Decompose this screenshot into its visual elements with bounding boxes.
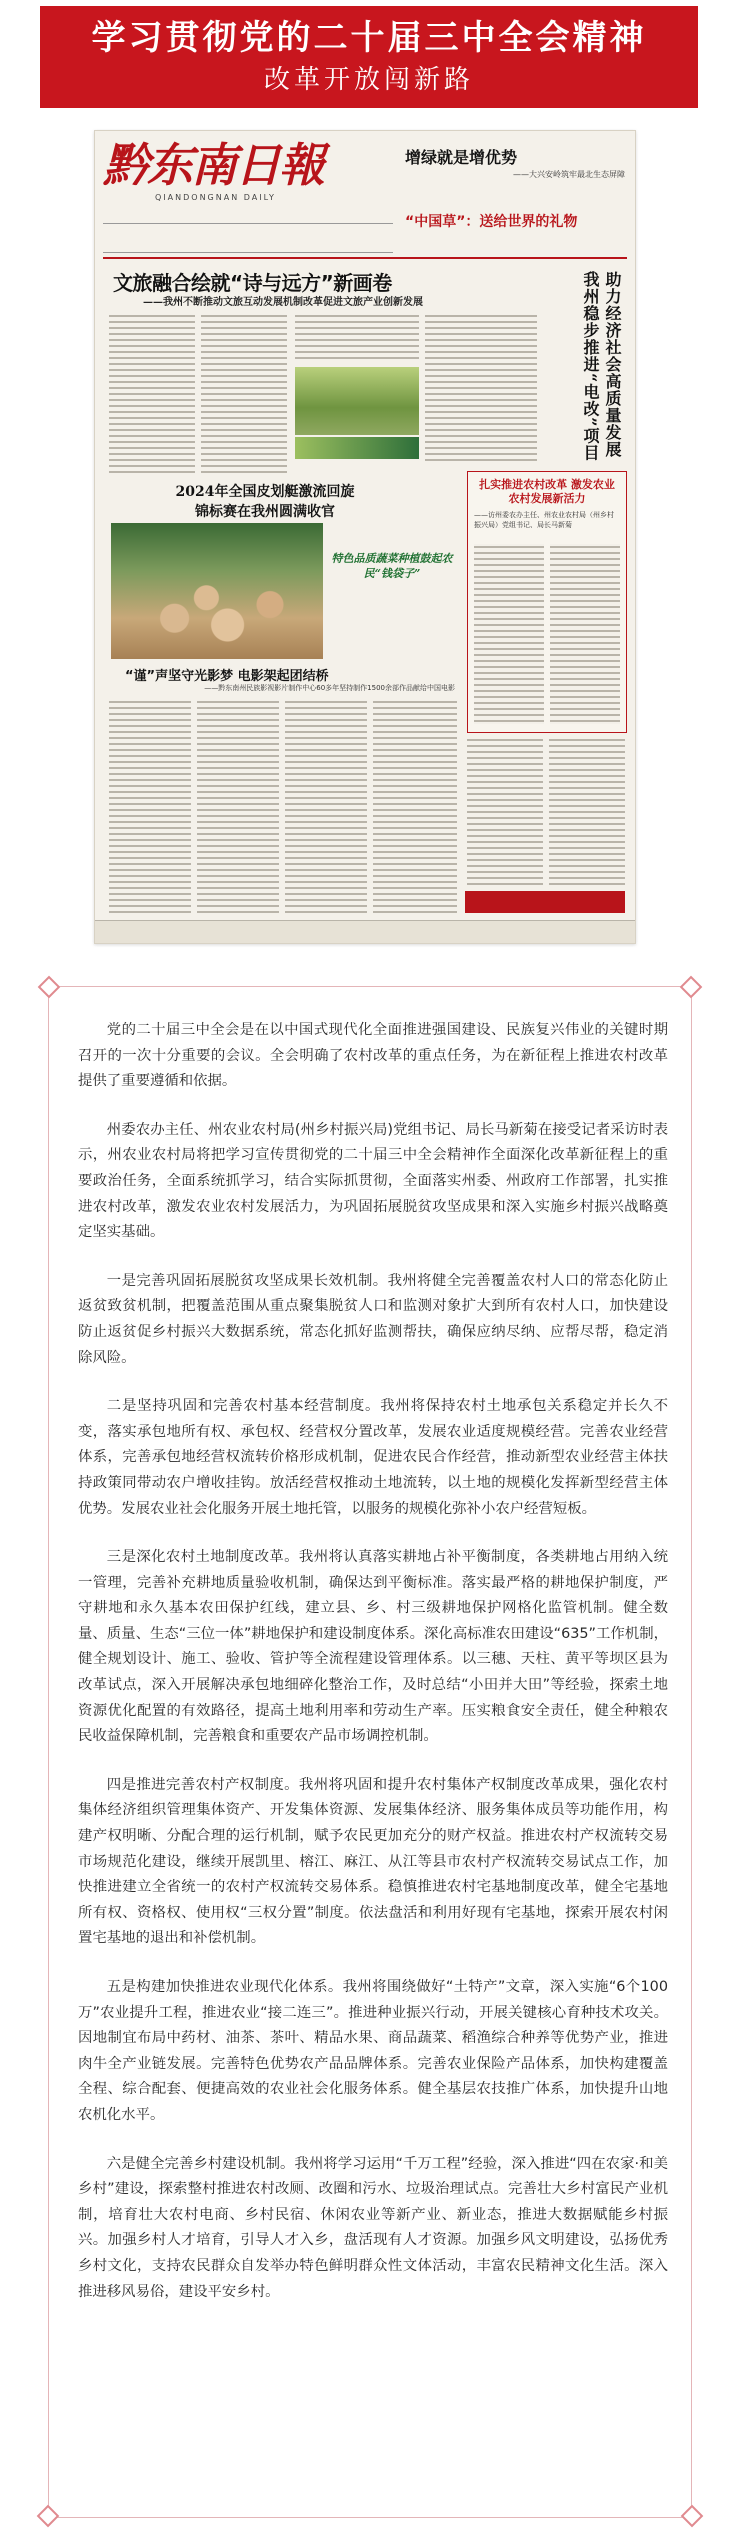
film-headline-subtitle: ——黔东南州民族影视影片制作中心60多年坚持制作1500余部作品献给中国电影 xyxy=(204,684,455,692)
text-column xyxy=(109,313,195,473)
article-paragraph: 三是深化农村土地制度改革。我州将认真落实耕地占补平衡制度，各类耕地占用纳入统一管理，完善补充耕地质量验收机制，确保达到平衡标准。落实最严格的耕地保护制度，严守耕地和永久基本农田保护红线，建立县、乡、村三级耕地保护网格化监管机制。健全数量、质量、生态“三位一体”耕地保护和建设制度体系。深化高标准农田建设“635”工作机制，健全规划设计、施工、验收、管护等全流程建设管理体系。以三穗、天柱、黄平等坝区县为改革试点，深入开展解决承包地细碎化整治工作，及时总结“小田并大田”等经验，探索土地资源优化配置的有效路径，提高土地利用率和劳动生产率。压实粮食安全责任，健全种粮农民收益保障机制，完善粮食和重要农产品市场调控机制。 xyxy=(78,1549,668,1745)
article-paragraph: 六是健全完善乡村建设机制。我州将学习运用“千万工程”经验，深入推进“四在农家·和美乡村”建设，探索整村推进农村改厕、改圈和污水、垃圾治理试点。完善壮大乡村富民产业机制，培育壮大农村电商、乡村民宿、休闲农业等新产业、新业态，推进大数据赋能乡村振兴。加强乡村人才培育，引导人才入乡，盘活现有人才资源。加强乡风文明建设，弘扬优秀乡村文化，支持农民群众自发举办特色鲜明群众性文体活动，丰富农民精神文化生活。深入推进移风易俗，建设平安乡村。 xyxy=(78,2155,668,2300)
text-column xyxy=(197,699,279,913)
text-column xyxy=(295,313,419,363)
headline-b: “中国草”：送给世界的礼物 xyxy=(405,214,578,230)
landscape-photo xyxy=(295,367,419,435)
banner-title: 学习贯彻党的二十届三中全会精神 xyxy=(91,18,647,58)
text-column xyxy=(373,699,457,913)
newspaper-page-image xyxy=(94,130,636,944)
article-paragraph: 州委农办主任、州农业农村局(州乡村振兴局)党组书记、局长马新菊在接受记者采访时表示，州农业农村局将把学习宣传贯彻党的二十届三中全会精神作全面深化改革新征程上的重要政治任务，全面系统抓学习，结合实际抓贯彻，全面落实州委、州政府工作部署，扎实推进农村改革，激发农业农村发展活力，为巩固拓展脱贫攻坚成果和深入实施乡村振兴战略奠定坚实基础。 xyxy=(78,1121,668,1241)
headline-a: 增绿就是增优势 xyxy=(405,148,518,167)
article-paragraph: 五是构建加快推进农业现代化体系。我州将围绕做好“土特产”文章，深入实施“6个100万”农业提升工程，推进农业“接二连三”。推进种业振兴行动，开展关键核心育种技术攻关。因地制宜布局中药材、油茶、茶叶、精品水果、商品蔬菜、稻渔综合种养等优势产业，推进肉牛全产业链发展。完善特色优势农产品品牌体系。完善农业保险产品体系，加快构建覆盖全程、综合配套、便捷高效的农业社会化服务体系。健全基层农技推广体系，加快提升山地农机化水平。 xyxy=(78,1979,668,2123)
main-headline-subtitle: ——我州不断推动文旅互动发展机制改革促进文旅产业创新发展 xyxy=(143,297,423,308)
text-column xyxy=(201,313,287,473)
sports-headline-line1: 2024年全国皮划艇激流回旋 xyxy=(175,484,355,500)
text-column xyxy=(109,699,191,913)
film-headline: “谨”声坚守光影梦 电影架起团结桥 xyxy=(125,669,329,684)
text-column xyxy=(474,544,544,724)
header-banner xyxy=(40,6,698,108)
newspaper-footer xyxy=(95,920,635,943)
main-headline: 文旅融合绘就“诗与远方”新画卷 xyxy=(113,271,392,295)
pumpkin-harvest-photo xyxy=(111,523,323,659)
photo-caption: 特色品质蔬菜种植鼓起农民“钱袋子” xyxy=(331,552,453,580)
featured-interview-box xyxy=(467,471,627,733)
newspaper-masthead: 黔东南日報 xyxy=(103,138,323,192)
sports-headline-line2: 锦标赛在我州圆满收官 xyxy=(195,504,335,520)
newspaper-meta-strip xyxy=(103,223,393,253)
article-paragraph: 一是完善巩固拓展脱贫攻坚成果长效机制。我州将健全完善覆盖农村人口的常态化防止返贫致贫机制，把覆盖范围从重点聚集脱贫人口和监测对象扩大到所有农村人口，加快建设防止返贫促乡村振兴大数据系统，常态化抓好监测帮扶，确保应纳尽纳、应帮尽帮，稳定消除风险。 xyxy=(78,1272,668,1366)
interview-subtitle: ——访州委农办主任、州农业农村局（州乡村振兴局）党组书记、局长马新菊 xyxy=(474,511,614,529)
article-paragraph: 党的二十届三中全会是在以中国式现代化全面推进强国建设、民族复兴伟业的关键时期召开的一次十分重要的会议。全会明确了农村改革的重点任务，为在新征程上推进农村改革提供了重要遵循和依据。 xyxy=(78,1022,668,1090)
newspaper-masthead-en: QIANDONGNAN DAILY xyxy=(155,193,276,202)
text-column xyxy=(550,544,620,724)
headline-a-subtitle: ——大兴安岭筑牢最北生态屏障 xyxy=(513,170,625,179)
banner-subtitle: 改革开放闯新路 xyxy=(263,65,474,95)
red-tag-strip xyxy=(465,891,625,913)
article-body xyxy=(78,1018,668,2328)
text-column xyxy=(549,737,625,887)
text-column xyxy=(285,699,367,913)
article-paragraph: 四是推进完善农村产权制度。我州将巩固和提升农村集体产权制度改革成果，强化农村集体经济组织管理集体资产、开发集体资源、发展集体经济、服务集体成员等功能作用，构建产权明晰、分配合理的运行机制，赋予农民更加充分的财产权益。推进农村产权流转交易市场规范化建设，继续开展凯里、榕江、麻江、从江等县市农村产权流转交易试点工作，加快推进建立全省统一的农村产权流转交易体系。稳慎推进农村宅基地制度改革，健全宅基地所有权、资格权、使用权“三权分置”制度。依法盘活和利用好现有宅基地，探索开展农村闲置宅基地的退出和补偿机制。 xyxy=(78,1776,668,1947)
article-paragraph: 二是坚持巩固和完善农村基本经营制度。我州将保持农村土地承包关系稳定并长久不变，落实承包地所有权、承包权、经营权分置改革，发展农业适度规模经营。完善农业经营体系，完善承包地经营权流转价格形成机制，促进农民合作经营，推动新型农业经营主体扶持政策同带动农户增收挂钩。放活经营权推动土地流转，以土地的规模化发挥新型经营主体优势。发展农业社会化服务开展土地托管，以服务的规模化弥补小农户经营短板。 xyxy=(78,1398,668,1517)
vertical-headline: 助力经济社会高质量发展 我州稳步推进“电改”项目 xyxy=(581,271,622,462)
interview-title: 扎实推进农村改革 激发农业农村发展新活力 xyxy=(479,478,615,505)
masthead-rule xyxy=(103,257,627,259)
landscape-photo-strip xyxy=(295,437,419,459)
text-column xyxy=(425,313,537,463)
text-column xyxy=(467,737,543,887)
